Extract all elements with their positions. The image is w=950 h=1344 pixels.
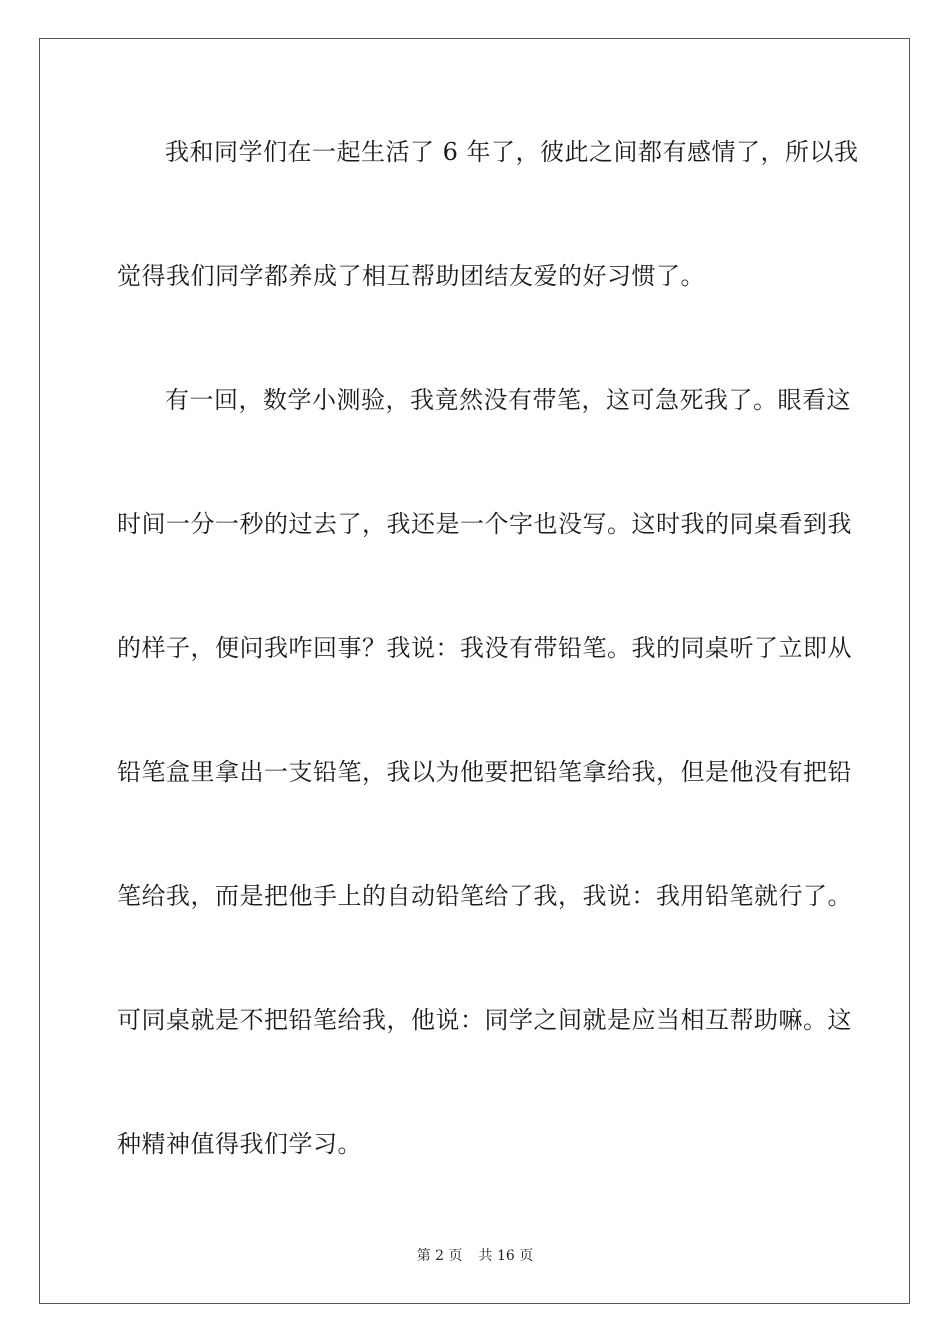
paragraph-2-line-4: 铅笔盒里拿出一支铅笔，我以为他要把铅笔拿给我，但是他没有把铅: [117, 758, 852, 786]
paragraph-2-line-2: 时间一分一秒的过去了，我还是一个字也没写。这时我的同桌看到我: [117, 510, 852, 538]
paragraph-2-line-7: 种精神值得我们学习。: [117, 1130, 362, 1158]
paragraph-1-line-1: 我和同学们在一起生活了 6 年了，彼此之间都有感情了，所以我: [165, 138, 859, 166]
paragraph-2-line-5: 笔给我，而是把他手上的自动铅笔给了我，我说：我用铅笔就行了。: [117, 882, 852, 910]
page-number: 第 2 页: [416, 1248, 463, 1264]
page-frame: [39, 38, 910, 1304]
paragraph-2-line-3: 的样子，便问我咋回事？我说：我没有带铅笔。我的同桌听了立即从: [117, 634, 852, 662]
total-pages: 共 16 页: [478, 1248, 534, 1264]
page-footer: [0, 1247, 950, 1265]
paragraph-1-line-2: 觉得我们同学都养成了相互帮助团结友爱的好习惯了。: [117, 262, 705, 290]
paragraph-2-line-6: 可同桌就是不把铅笔给我，他说：同学之间就是应当相互帮助嘛。这: [117, 1006, 852, 1034]
paragraph-2-line-1: 有一回，数学小测验，我竟然没有带笔，这可急死我了。眼看这: [165, 386, 851, 414]
